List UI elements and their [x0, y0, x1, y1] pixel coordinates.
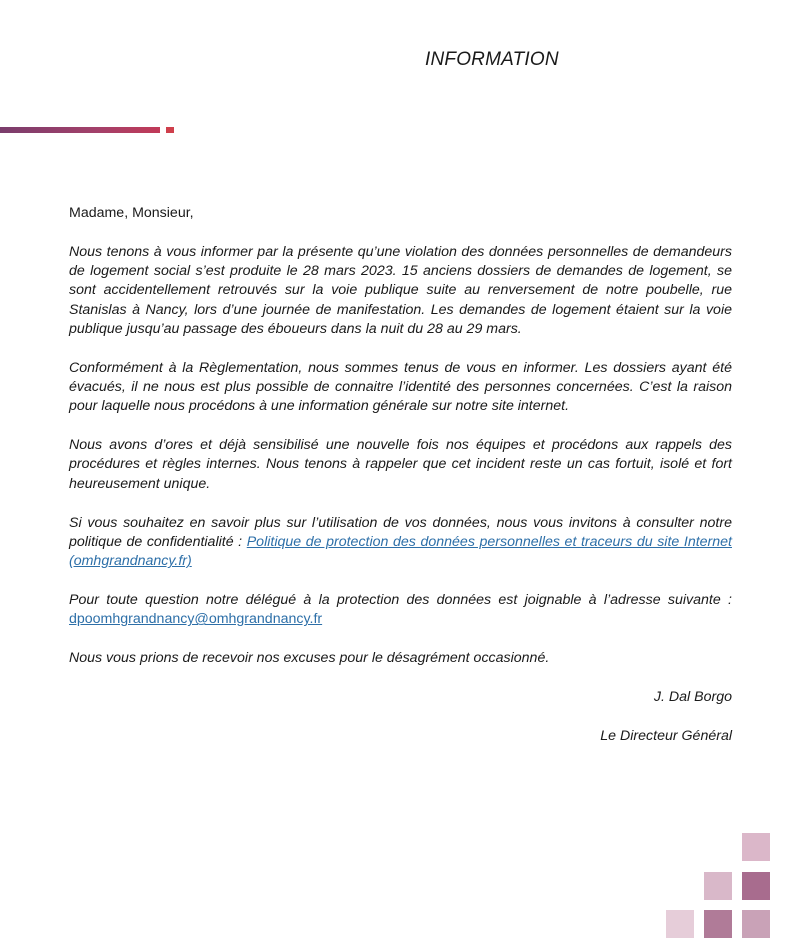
- decor-square: [666, 910, 694, 938]
- dpo-contact-text: Pour toute question notre délégué à la protection des données est joignable à l’adresse suivante :: [69, 591, 732, 608]
- privacy-policy-link[interactable]: Politique de protection des données personnelles et traceurs du site Internet (omhgrandnancy.fr): [69, 533, 732, 570]
- header-accent-band: [0, 127, 160, 133]
- paragraph-measures: Nous avons d’ores et déjà sensibilisé une nouvelle fois nos équipes et procédons aux rappels des procédures et règles internes. Nous tenons à rappeler que cet incident reste un cas fortuit, isolé et fort heureusement unique.: [69, 437, 732, 492]
- signature-title: Le Directeur Général: [600, 727, 732, 744]
- salutation: Madame, Monsieur,: [69, 205, 194, 221]
- header-accent-dot: [166, 127, 174, 133]
- decor-square: [704, 910, 732, 938]
- letter-body: [69, 204, 732, 765]
- paragraph-apology: Nous vous prions de recevoir nos excuses pour le désagrément occasionné.: [69, 650, 550, 667]
- paragraph-privacy-policy: [69, 514, 732, 572]
- paragraph-incident: Nous tenons à vous informer par la présente qu’une violation des données personnelles de demandeurs de logement social s’est produite le 28 mars 2023. 15 anciens dossiers de demandes de logement, se sont accidentellement retrouvés sur la voie publique suite au renversement de notre poubelle, rue Stanislas à Nancy, lors d’une journée de manifestation. Les demandes de logement étaient sur la voie publique jusqu’au passage des éboueurs dans la nuit du 28 au 29 mars.: [69, 243, 732, 337]
- paragraph-regulation: Conformément à la Règlementation, nous sommes tenus de vous en informer. Les dossiers ayant été évacués, il ne nous est plus possible de connaitre l’identité des personnes concernées. C’est la raison pour laquelle nous procédons à une information générale sur notre site internet.: [69, 359, 732, 415]
- decor-square: [742, 872, 770, 900]
- paragraph-dpo-contact: [69, 591, 732, 630]
- dpo-email-link[interactable]: dpoomhgrandnancy@omhgrandnancy.fr: [69, 611, 323, 628]
- decor-square: [742, 833, 770, 861]
- decor-square: [704, 872, 732, 900]
- privacy-policy-text: Si vous souhaitez en savoir plus sur l’utilisation de vos données, nous vous invitons à consulter notre politique de confidentialité :: [69, 514, 732, 550]
- signature-name: J. Dal Borgo: [653, 688, 732, 705]
- page-title: INFORMATION: [425, 49, 559, 70]
- decor-square: [742, 910, 770, 938]
